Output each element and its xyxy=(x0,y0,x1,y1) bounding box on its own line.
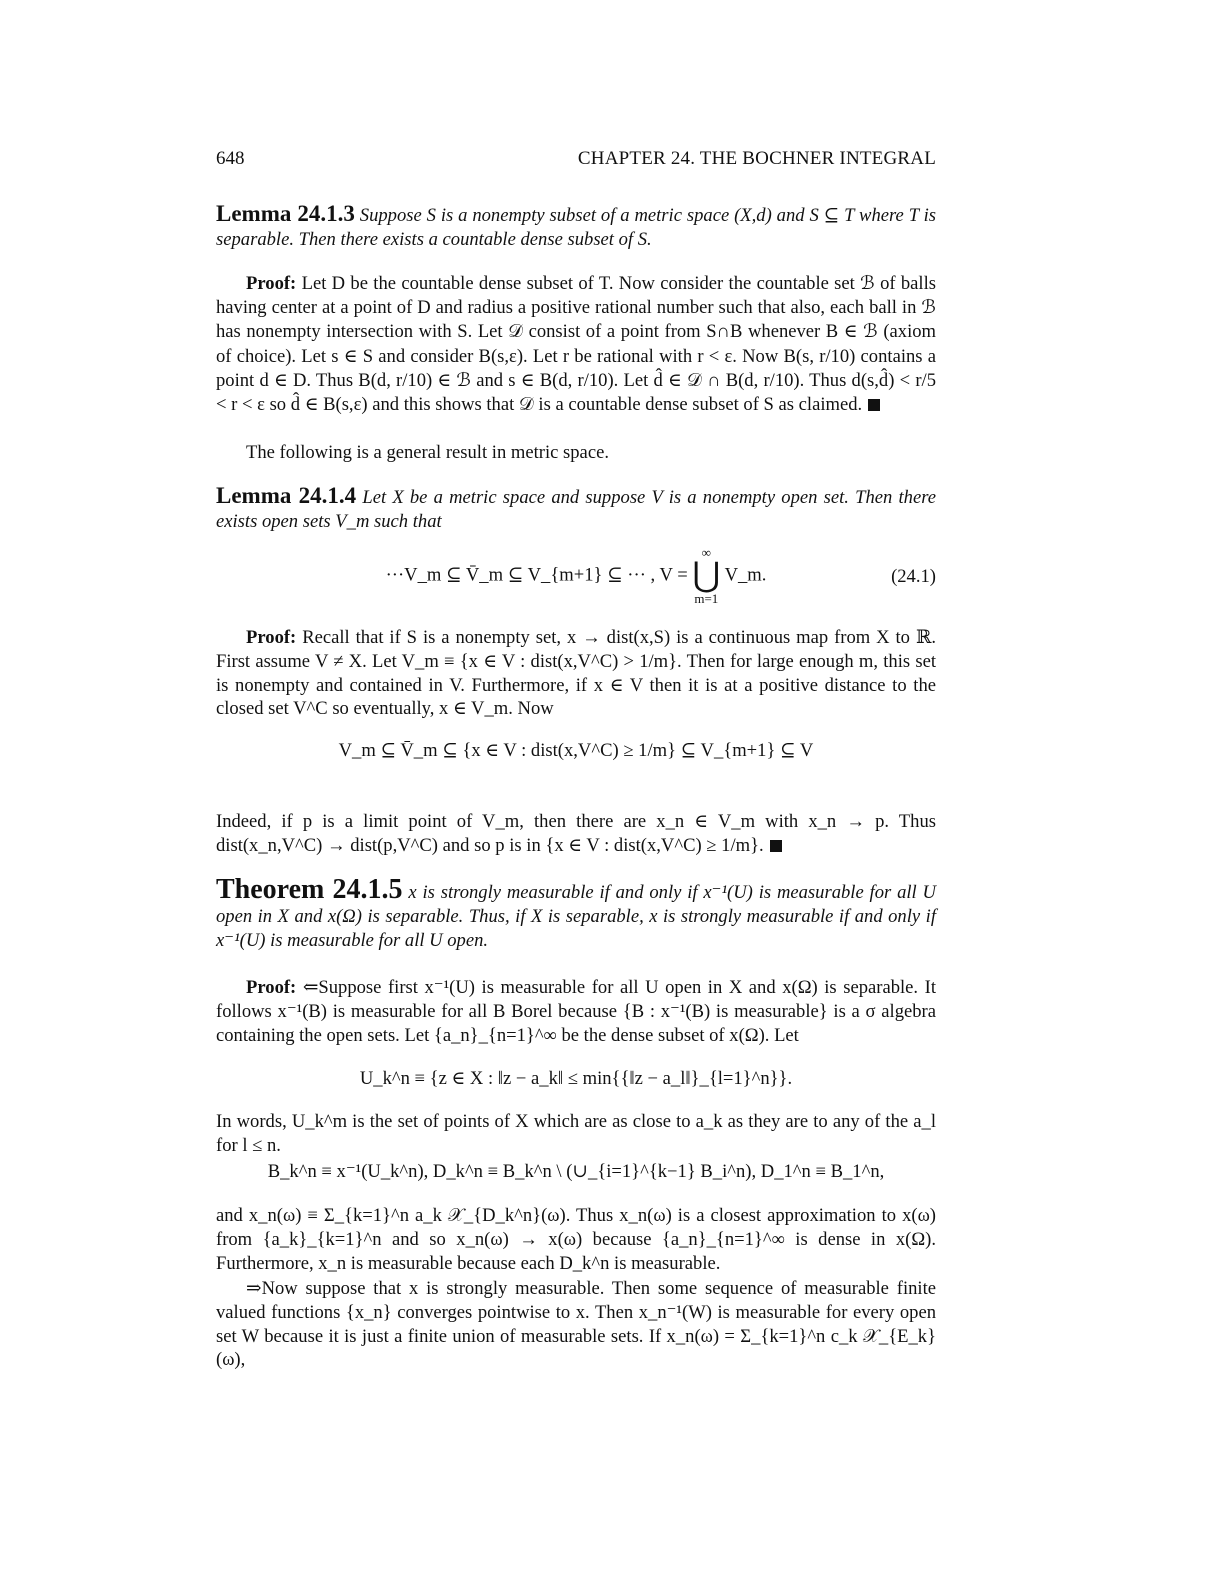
union-lower: m=1 xyxy=(694,591,719,606)
union-symbol: ⋃ xyxy=(692,557,721,594)
proof-paragraph-1: Recall that if S is a nonempty set, x → dist(x,S) is a continuous map from X to ℝ. First assume V ≠ X. Let V_m ≡ {x ∈ V : dist(x,V^C) > 1/m}. Then for large enough m, this set is nonempty and contained in V. Furthermore, if x ∈ V then it is at a positive distance to the closed set V^C so eventually, x ∈ V_m. Now xyxy=(216,627,936,720)
proof-text: Let D be the countable dense subset of T. Now consider the countable set ℬ of balls having center at a point of D and radius a positive rational number such that also, each ball in ℬ has nonempty intersection with S. Let 𝒟 consist of a point from S∩B whenever B ∈ ℬ (axiom of choice). Let s ∈ S and consider B(s,ε). Let r be rational with r < ε. Now B(s, r/10) contains a point d ∈ D. Thus B(d, r/10) ∈ ℬ and s ∈ B(d, r/10). Let d̂ ∈ 𝒟 ∩ B(d, r/10). Thus d(s,d̂) < r/5 < r < ε so d̂ ∈ B(s,ε) and this shows that 𝒟 is a countable dense subset of S as claimed. xyxy=(216,273,937,416)
qed-symbol xyxy=(770,840,782,852)
lemma-label: Lemma 24.1.4 xyxy=(216,483,357,508)
display-U-k-n-text: U_k^n ≡ {z ∈ X : ‖z − a_k‖ ≤ min{{‖z − a_l‖}_{l=1}^n}}. xyxy=(359,1068,793,1089)
lemma-24-1-4 xyxy=(216,484,936,534)
big-union xyxy=(692,545,720,607)
display-inclusion-text: V_m ⊆ V̄_m ⊆ {x ∈ V : dist(x,V^C) ≥ 1/m} ⊆ V_{m+1} ⊆ V xyxy=(338,740,814,761)
display-B-D-text: B_k^n ≡ x⁻¹(U_k^n), D_k^n ≡ B_k^n \ (∪_{i=1}^{k−1} B_i^n), D_1^n ≡ B_1^n, xyxy=(267,1161,885,1182)
page xyxy=(216,0,936,1584)
proof-label: Proof: xyxy=(246,273,297,294)
union-upper: ∞ xyxy=(701,545,711,560)
lemma-statement: Suppose S is a nonempty subset of a metric space (X,d) and S ⊆ T where T is separable. Then there exists a countable dense subset of S. xyxy=(216,205,936,250)
lemma-24-1-3 xyxy=(216,202,936,252)
equation-right: V_m. xyxy=(724,564,767,586)
proof-lemma-24-1-4-end xyxy=(216,810,936,858)
theorem-24-1-5 xyxy=(216,874,936,952)
transition-text: The following is a general result in metric space. xyxy=(246,442,609,463)
theorem-label: Theorem 24.1.5 xyxy=(216,874,403,905)
lemma-statement: Let X be a metric space and suppose V is a nonempty open set. Then there exists open sets V_m such that xyxy=(216,487,936,532)
proof-paragraph-2: Indeed, if p is a limit point of V_m, then there are x_n ∈ V_m with x_n → p. Thus dist(x_n,V^C) → dist(p,V^C) and so p is in {x ∈ V : dist(x,V^C) ≥ 1/m}. xyxy=(216,811,936,856)
theorem-statement: x is strongly measurable if and only if x⁻¹(U) is measurable for all U open in X and x(Ω) is separable. Thus, if X is separable, x is strongly measurable if and only if x⁻¹(U) is measurable for all U open. xyxy=(216,882,936,951)
proof-paragraph-1: ⇐Suppose first x⁻¹(U) is measurable for all U open in X and x(Ω) is separable. It follows x⁻¹(B) is measurable for all B Borel because {B : x⁻¹(B) is measurable} is a σ algebra containing the open sets. Let {a_n}_{n=1}^∞ be the dense subset of x(Ω). Let xyxy=(216,977,936,1046)
lemma-label: Lemma 24.1.3 xyxy=(216,201,355,226)
proof-label: Proof: xyxy=(246,977,297,998)
equation-number: (24.1) xyxy=(891,566,936,587)
proof-lemma-24-1-3 xyxy=(216,272,936,417)
proof-theorem-24-1-5 xyxy=(216,976,936,1047)
equation-left: ···V_m ⊆ V̄_m ⊆ V_{m+1} ⊆ ··· , V = xyxy=(385,564,693,586)
display-inclusion xyxy=(216,740,936,762)
chapter-title: CHAPTER 24. THE BOCHNER INTEGRAL xyxy=(577,148,936,169)
page-number: 648 xyxy=(216,148,245,169)
proof-paragraph-2: In words, U_k^m is the set of points of X which are as close to a_k as they are to any of the a_l for l ≤ n. xyxy=(216,1111,936,1156)
display-B-D xyxy=(216,1161,936,1183)
proof-paragraph-4: ⇒Now suppose that x is strongly measurable. Then some sequence of measurable finite valued functions {x_n} converges pointwise to x. Then x_n⁻¹(W) is measurable for every open set W because it is just a finite union of measurable sets. If x_n(ω) = Σ_{k=1}^n c_k 𝒳_{E_k}(ω), xyxy=(216,1278,936,1371)
proof-lemma-24-1-4 xyxy=(216,626,936,721)
display-U-k-n xyxy=(216,1068,936,1090)
qed-symbol xyxy=(868,399,880,411)
equation-24-1 xyxy=(216,545,936,607)
proof-paragraph-3: and x_n(ω) ≡ Σ_{k=1}^n a_k 𝒳_{D_k^n}(ω). Thus x_n(ω) is a closest approximation to x(ω) from {a_k}_{k=1}^n and so x_n(ω) → x(ω) because {a_n}_{n=1}^∞ is dense in x(Ω). Furthermore, x_n is measurable because each D_k^n is measurable. xyxy=(216,1205,936,1274)
proof-label: Proof: xyxy=(246,627,297,648)
